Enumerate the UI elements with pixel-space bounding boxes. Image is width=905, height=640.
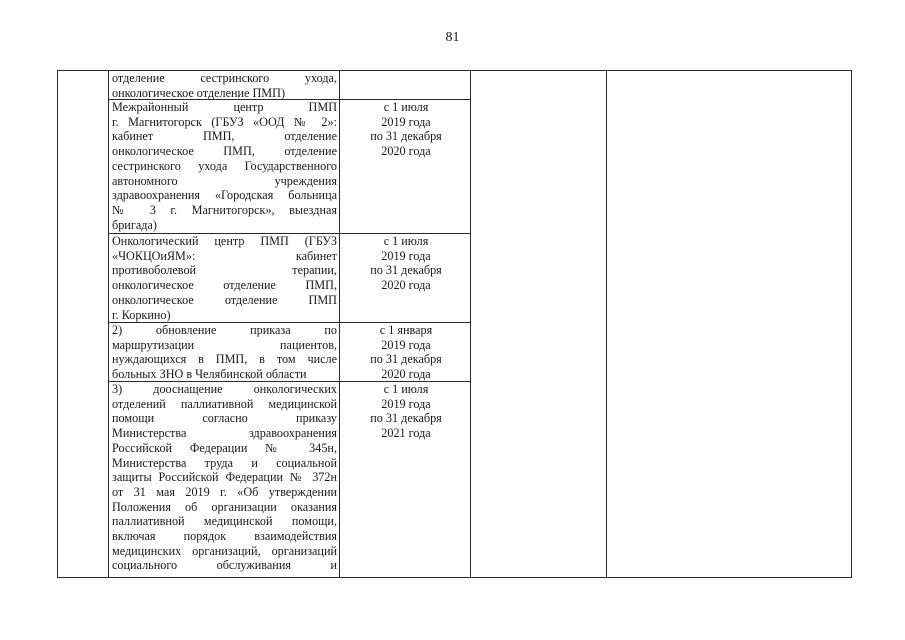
period-line: по 31 декабря: [370, 411, 442, 426]
period-line: 2019 года: [381, 396, 431, 411]
description-line: медицинских организаций, организаций: [112, 543, 337, 558]
period-line: 2020 года: [381, 144, 431, 159]
table-row: [112, 234, 337, 322]
description-line: нуждающихся в ПМП, в том числе: [112, 352, 337, 367]
period-line: 2020 года: [381, 278, 431, 293]
table-border: [851, 70, 852, 578]
description-line: защиты Российской Федерации № 372н: [112, 470, 337, 485]
description-line: онкологическое ПМП, отделение: [112, 144, 337, 159]
description-line: сестринского ухода Государственного: [112, 158, 337, 173]
period-line: 2020 года: [381, 367, 431, 382]
period-line: 2019 года: [381, 248, 431, 263]
period-line: с 1 января: [379, 323, 433, 337]
description-line: здравоохранения «Городская больница: [112, 188, 337, 203]
period-line: 2021 года: [381, 426, 431, 441]
table-border: [339, 70, 340, 578]
description-line: помощи согласно приказу: [112, 411, 337, 426]
description-line: социального обслуживания и: [112, 558, 337, 573]
period-line: по 31 декабря: [370, 263, 442, 278]
description-line: № 3 г. Магнитогорск», выездная: [112, 202, 337, 217]
period-cell: [342, 234, 470, 293]
description-line: противоболевой терапии,: [112, 263, 337, 278]
description-line: Министерства здравоохранения: [112, 426, 337, 441]
table-row: [112, 323, 337, 382]
period-line: с 1 июля: [383, 382, 429, 396]
description-line: больных ЗНО в Челябинской области: [112, 367, 307, 382]
description-line: онкологическое отделение ПМП): [112, 85, 285, 100]
description-line: от 31 мая 2019 г. «Об утверждении: [112, 484, 337, 499]
period-line: по 31 декабря: [370, 352, 442, 367]
description-line: «ЧОКЦОиЯМ»: кабинет: [112, 248, 337, 263]
description-line: маршрутизации пациентов,: [112, 337, 337, 352]
description-line: Онкологический центр ПМП (ГБУЗ: [112, 234, 337, 248]
period-cell: [342, 100, 470, 159]
table-border: [470, 70, 471, 578]
table-border: [57, 577, 852, 578]
period-line: 2019 года: [381, 337, 431, 352]
description-line: г. Магнитогорск (ГБУЗ «ООД № 2»:: [112, 114, 337, 129]
description-line: паллиативной медицинской помощи,: [112, 514, 337, 529]
description-line: 3) дооснащение онкологических: [112, 382, 337, 396]
description-line: 2) обновление приказа по: [112, 323, 337, 337]
period-cell: [342, 382, 470, 441]
description-line: онкологическое отделение ПМП,: [112, 278, 337, 293]
description-line: Российской Федерации № 345н,: [112, 440, 337, 455]
table-border: [606, 70, 607, 578]
description-line: отделений паллиативной медицинской: [112, 396, 337, 411]
description-line: включая порядок взаимодействия: [112, 529, 337, 544]
period-line: 2019 года: [381, 114, 431, 129]
description-line: г. Коркино): [112, 307, 171, 322]
table-border: [57, 70, 58, 578]
description-line: Положения об организации оказания: [112, 499, 337, 514]
table-row: [112, 382, 337, 573]
period-cell: [342, 323, 470, 382]
table-row: [112, 71, 337, 100]
description-line: Министерства труда и социальной: [112, 455, 337, 470]
description-line: автономного учреждения: [112, 173, 337, 188]
period-line: с 1 июля: [383, 234, 429, 248]
description-line: бригада): [112, 217, 157, 232]
table-border: [108, 70, 109, 578]
description-line: кабинет ПМП, отделение: [112, 129, 337, 144]
page-number: 81: [445, 30, 460, 45]
period-line: с 1 июля: [383, 100, 429, 114]
description-line: отделение сестринского ухода,: [112, 71, 337, 85]
period-line: по 31 декабря: [370, 129, 442, 144]
description-line: онкологическое отделение ПМП: [112, 292, 337, 307]
table-row: [112, 100, 337, 232]
description-line: Межрайонный центр ПМП: [112, 100, 337, 114]
